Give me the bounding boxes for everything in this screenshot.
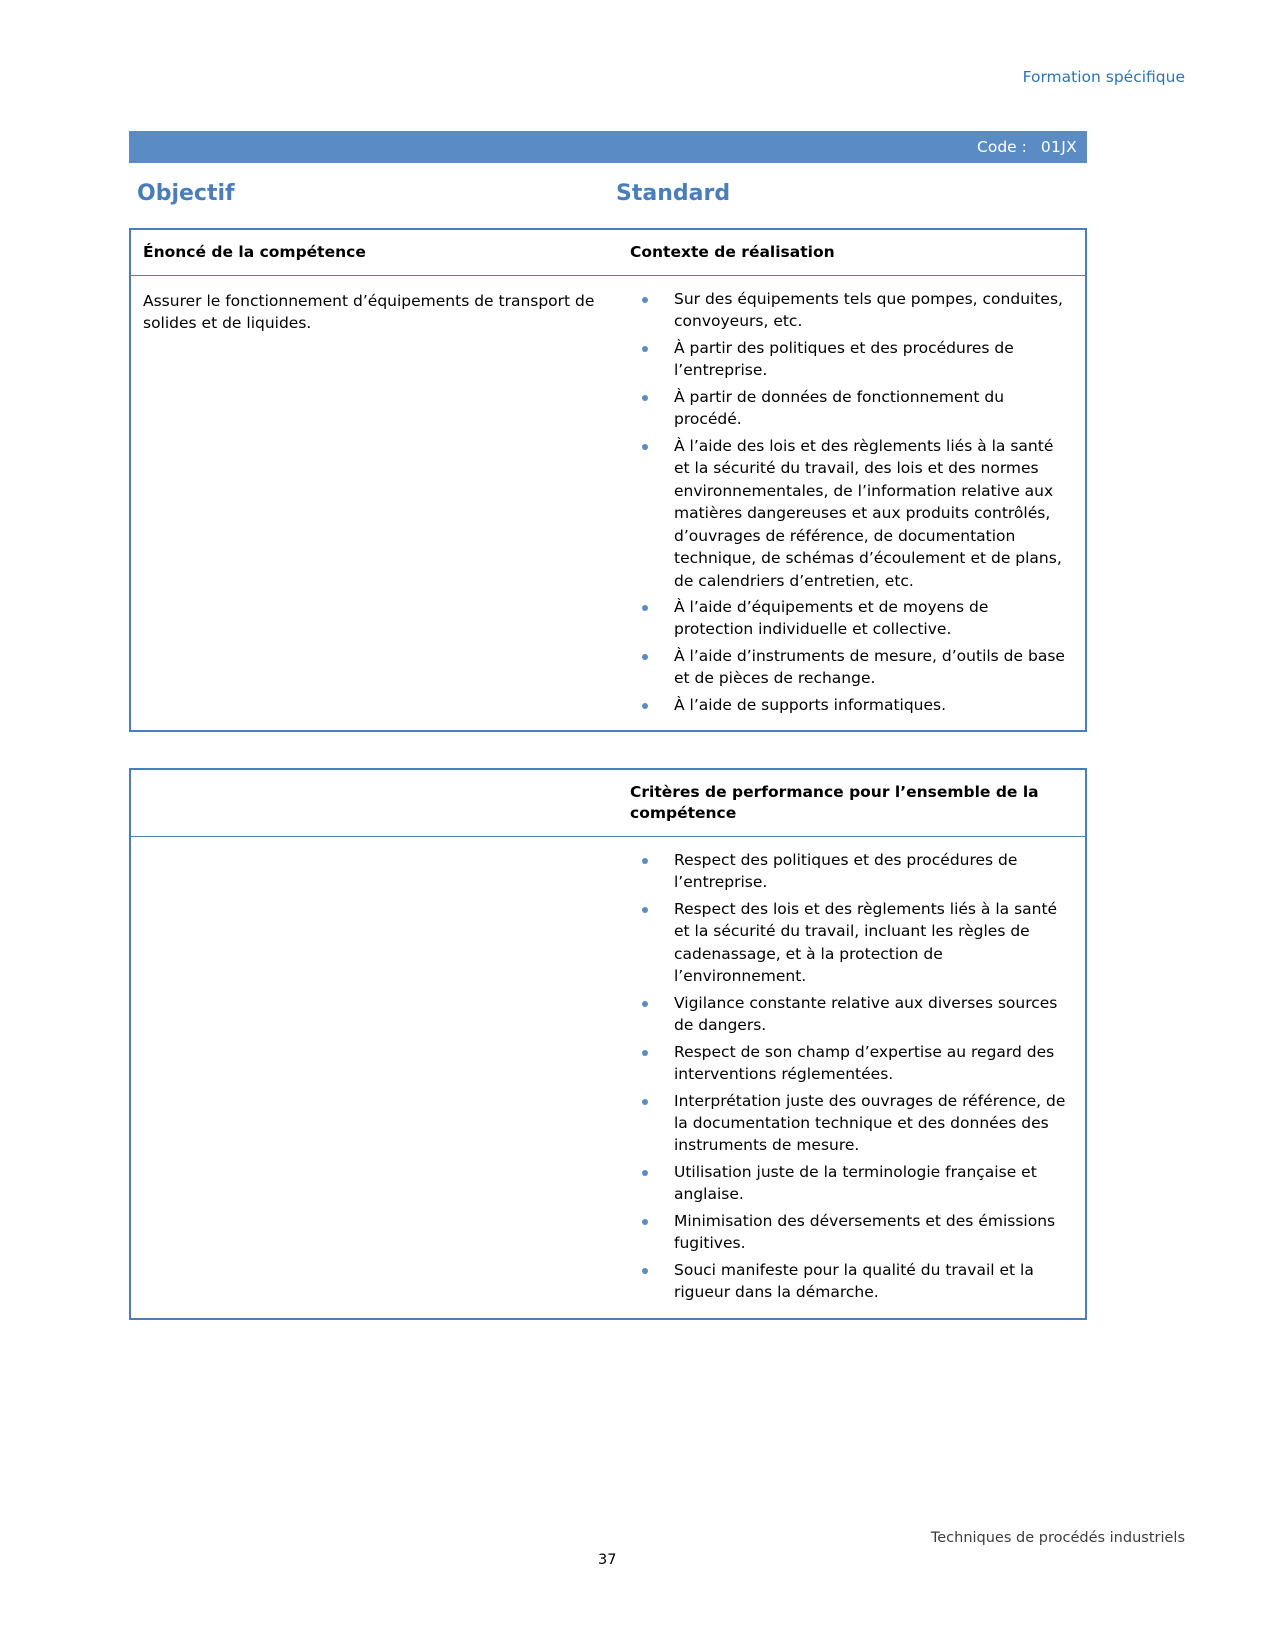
criteres-performance-table [129,768,1087,1320]
list-item: Interprétation juste des ouvrages de référence, de la documentation technique et des données des instruments de mesure. [630,1090,1071,1157]
page-header-label: Formation spécifique [1022,68,1185,86]
list-item: Respect des lois et des règlements liés à la santé et la sécurité du travail, incluant les règles de cadenassage, et à la protection de l’environnement. [630,898,1071,988]
table-body-cell-right [618,276,1085,730]
list-item: À l’aide d’instruments de mesure, d’outils de base et de pièces de rechange. [630,645,1071,690]
list-item: Respect de son champ d’expertise au regard des interventions réglementées. [630,1041,1071,1086]
table-header-row [131,770,1085,837]
column-title-objectif: Objectif [137,181,235,206]
contexte-realisation-list [630,288,1071,716]
list-item: Utilisation juste de la terminologie française et anglaise. [630,1161,1071,1206]
table-header-cell-right [618,770,1085,836]
criteres-performance-list [630,849,1071,1304]
table-body-row [131,276,1085,730]
list-item: Minimisation des déversements et des émissions fugitives. [630,1210,1071,1255]
list-item: Vigilance constante relative aux diverses sources de dangers. [630,992,1071,1037]
table-body-row [131,837,1085,1318]
list-item: À l’aide des lois et des règlements liés à la santé et la sécurité du travail, des lois et des normes environnementales, de l’information relative aux matières dangereuses et aux produits contrôlés, d’ouvrages de référence, de documentation technique, de schémas d’écoulement et de plans, de calendriers d’entretien, etc. [630,435,1071,592]
page-number: 37 [598,1552,617,1568]
criteres-performance-header: Critères de performance pour l’ensemble de la compétence [630,783,1039,822]
list-item: À partir de données de fonctionnement du procédé. [630,386,1071,431]
table-body-cell-right [618,837,1085,1318]
enonce-competence-header: Énoncé de la compétence [143,243,366,261]
competence-table [129,228,1087,732]
list-item: À partir des politiques et des procédures de l’entreprise. [630,337,1071,382]
code-value: 01JX [1040,138,1077,156]
code-bar [129,131,1087,163]
contexte-realisation-header: Contexte de réalisation [630,243,835,261]
code-label: Code : [977,138,1027,156]
table-body-cell-left-empty [131,837,618,1318]
column-titles [137,181,1087,211]
table-header-cell-left-empty [131,770,618,836]
table-body-cell-left [131,276,618,730]
footer-label: Techniques de procédés industriels [930,1530,1185,1546]
enonce-competence-text: Assurer le fonctionnement d’équipements de transport de solides et de liquides. [143,291,595,333]
list-item: À l’aide d’équipements et de moyens de protection individuelle et collective. [630,596,1071,641]
table-header-cell-right [618,230,1085,275]
list-item: Sur des équipements tels que pompes, conduites, convoyeurs, etc. [630,288,1071,333]
list-item: Souci manifeste pour la qualité du travail et la rigueur dans la démarche. [630,1259,1071,1304]
table-header-row [131,230,1085,276]
column-title-standard: Standard [616,181,731,206]
list-item: Respect des politiques et des procédures de l’entreprise. [630,849,1071,894]
list-item: À l’aide de supports informatiques. [630,694,1071,716]
table-header-cell-left [131,230,618,275]
